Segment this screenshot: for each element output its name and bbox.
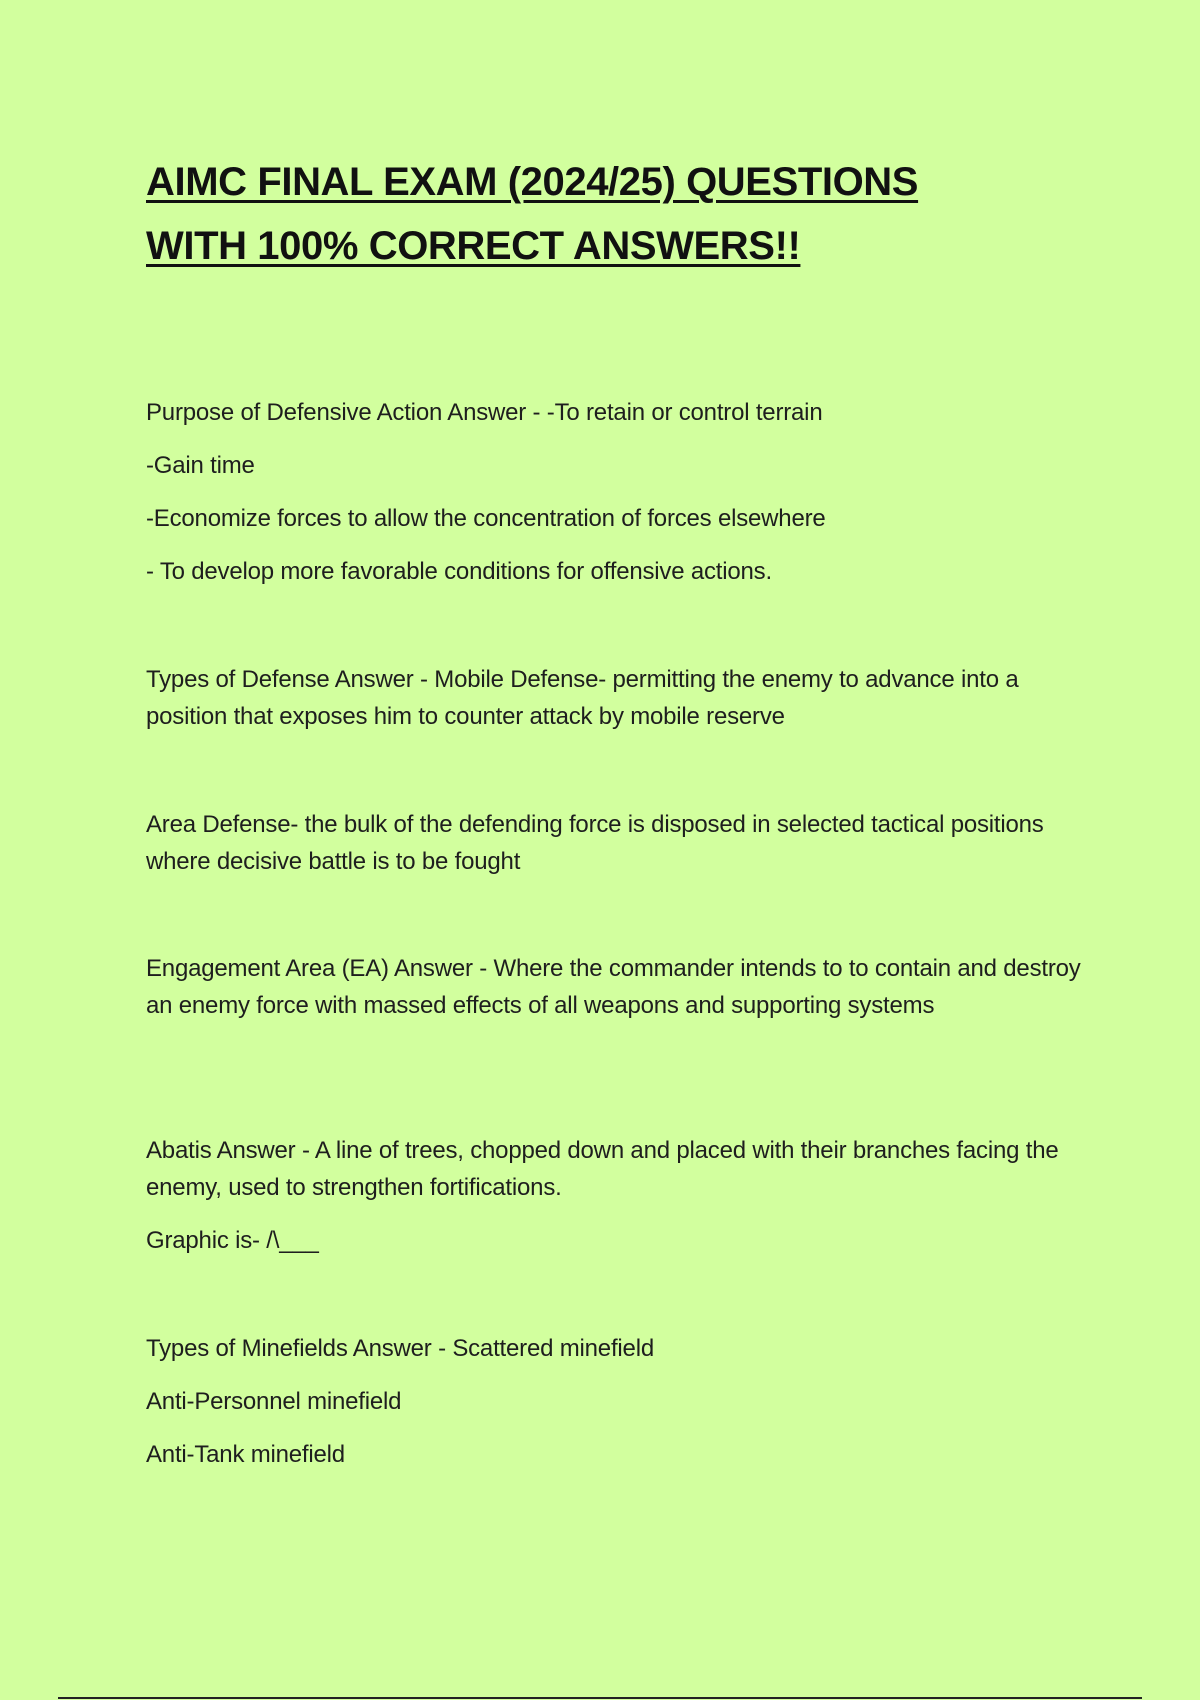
- page-bottom-rule: [58, 1697, 1142, 1699]
- qa-line: Types of Defense Answer - Mobile Defense- permitting the enemy to advance into a position that exposes him to counter attack by mobile reserve: [146, 666, 1019, 730]
- qa-line: Types of Minefields Answer - Scattered minefield: [146, 1335, 654, 1362]
- document-title-line-2: WITH 100% CORRECT ANSWERS!!: [146, 224, 801, 268]
- qa-line: Engagement Area (EA) Answer - Where the commander intends to to contain and destroy an enemy force with massed effects of all weapons and supporting systems: [146, 955, 1081, 1019]
- qa-area-defense: [146, 806, 1086, 880]
- document-title-line-1: AIMC FINAL EXAM (2024/25) QUESTIONS: [146, 160, 919, 204]
- qa-abatis: [146, 1132, 1086, 1259]
- qa-line: Anti-Personnel minefield: [146, 1388, 402, 1415]
- qa-line: Area Defense- the bulk of the defending force is disposed in selected tactical positions where decisive battle is to be fought: [146, 811, 1044, 875]
- qa-line: Abatis Answer - A line of trees, chopped down and placed with their branches facing the enemy, used to strengthen fortifications.: [146, 1137, 1059, 1201]
- qa-types-of-defense: [146, 661, 1086, 735]
- qa-line: - To develop more favorable conditions for offensive actions.: [146, 558, 772, 585]
- qa-purpose-of-defensive-action: [146, 394, 1086, 590]
- qa-line: -Economize forces to allow the concentration of forces elsewhere: [146, 505, 826, 532]
- qa-line: -Gain time: [146, 452, 255, 479]
- qa-line: Anti-Tank minefield: [146, 1441, 345, 1468]
- qa-line: Graphic is- /\___: [146, 1227, 319, 1254]
- qa-line: Purpose of Defensive Action Answer - -To retain or control terrain: [146, 399, 823, 426]
- qa-types-of-minefields: [146, 1330, 1086, 1473]
- qa-engagement-area: [146, 950, 1086, 1024]
- document-title: [146, 150, 1086, 278]
- document-page: [146, 150, 1086, 278]
